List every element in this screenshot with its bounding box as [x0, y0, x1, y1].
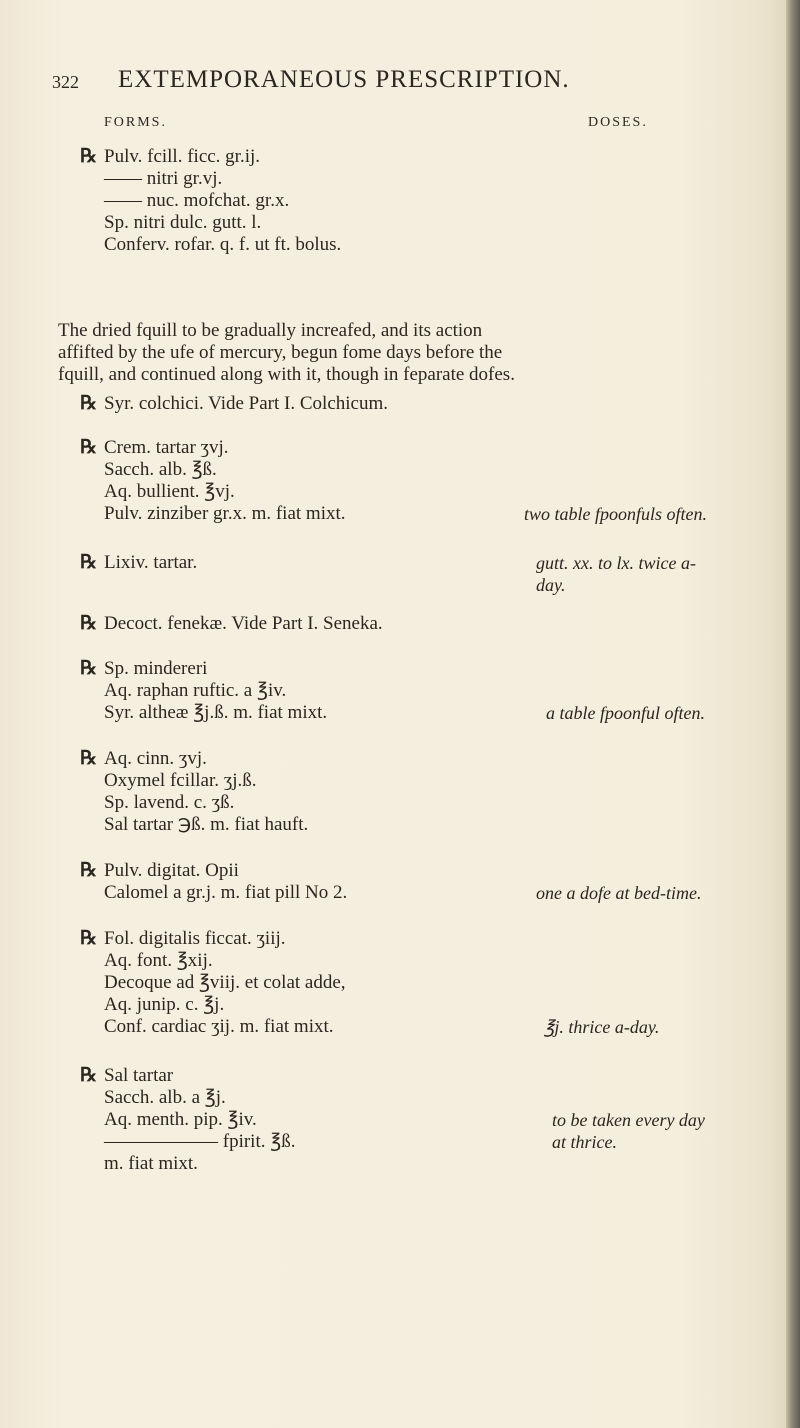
recipe-symbol: ℞: [80, 1065, 98, 1086]
dose-8: [536, 882, 701, 904]
rx-line: —————— fpirit. ℥ß.: [104, 1131, 296, 1152]
dose-10: [552, 1109, 705, 1153]
page-header: [0, 66, 800, 96]
rx-line: Calomel a gr.j. m. fiat pill No 2.: [104, 882, 348, 903]
paragraph-line: The dried fquill to be gradually increafed, and its action: [58, 320, 483, 341]
dose-line: to be taken every day: [552, 1110, 705, 1130]
rx-line: Sal tartar: [104, 1065, 174, 1086]
dose-line: a table fpoonful often.: [546, 703, 705, 723]
forms-column-heading: FORMS.: [104, 115, 167, 130]
dose-line: day.: [536, 575, 566, 595]
rx-line: Lixiv. tartar.: [104, 552, 198, 573]
recipe-symbol: ℞: [80, 860, 98, 881]
running-title: EXTEMPORANEOUS PRESCRIPTION.: [118, 66, 570, 93]
recipe-symbol: ℞: [80, 613, 98, 634]
rx-line: Sal tartar ℈ß. m. fiat hauft.: [104, 814, 309, 835]
rx-line: Pulv. zinziber gr.x. m. fiat mixt.: [104, 503, 346, 524]
rx-line: Conf. cardiac ʒij. m. fiat mixt.: [104, 1016, 334, 1037]
rx-line: Decoque ad ℥viij. et colat adde,: [104, 972, 346, 993]
recipe-symbol: ℞: [80, 658, 98, 679]
rx-line: Pulv. digitat. Opii: [104, 860, 239, 881]
recipe-symbol: ℞: [80, 748, 98, 769]
rx-line: Syr. colchici. Vide Part I. Colchicum.: [104, 393, 388, 414]
dose-9: [544, 1016, 659, 1038]
rx-line: Conferv. rofar. q. f. ut ft. bolus.: [104, 234, 342, 255]
page-number: 322: [52, 72, 79, 92]
rx-line: Sp. mindereri: [104, 658, 208, 679]
recipe-symbol: ℞: [80, 437, 98, 458]
recipe-symbol: ℞: [80, 928, 98, 949]
rx-line: Aq. menth. pip. ℥iv.: [104, 1109, 257, 1130]
rx-line: Crem. tartar ʒvj.: [104, 437, 229, 458]
rx-line: Sp. lavend. c. ʒß.: [104, 792, 235, 813]
rx-line: Sacch. alb. a ℥j.: [104, 1087, 226, 1108]
dose-line: one a dofe at bed-time.: [536, 883, 702, 903]
rx-line: Aq. junip. c. ℥j.: [104, 994, 225, 1015]
dose-line: gutt. xx. to lx. twice a-: [536, 553, 696, 573]
rx-line: —— nitri gr.vj.: [104, 168, 223, 189]
rx-line: Sp. nitri dulc. gutt. l.: [104, 212, 262, 233]
rx-line: Syr. altheæ ℥j.ß. m. fiat mixt.: [104, 702, 328, 723]
dose-line: two table fpoonfuls often.: [524, 504, 707, 524]
dose-line: at thrice.: [552, 1132, 617, 1152]
dose-6: [546, 702, 705, 724]
rx-line: Decoct. fenekæ. Vide Part I. Seneka.: [104, 613, 383, 634]
recipe-symbol: ℞: [80, 552, 98, 573]
rx-line: m. fiat mixt.: [104, 1153, 198, 1174]
recipe-symbol: ℞: [80, 393, 98, 414]
rx-line: Oxymel fcillar. ʒj.ß.: [104, 770, 257, 791]
rx-line: Aq. cinn. ʒvj.: [104, 748, 207, 769]
rx-line: Fol. digitalis ficcat. ʒiij.: [104, 928, 286, 949]
dose-3: [524, 503, 707, 525]
rx-line: Sacch. alb. ℥ß.: [104, 459, 217, 480]
note-paragraph: [58, 320, 773, 386]
page-edge: [786, 0, 800, 1428]
paragraph-line: affifted by the ufe of mercury, begun fome days before the: [58, 342, 503, 363]
rx-line: Aq. font. ℥xij.: [104, 950, 213, 971]
recipe-symbol: ℞: [80, 146, 98, 167]
doses-column-heading: DOSES.: [588, 115, 648, 130]
dose-4: [536, 552, 696, 596]
rx-line: —— nuc. mofchat. gr.x.: [104, 190, 290, 211]
paragraph-line: fquill, and continued along with it, though in feparate dofes.: [58, 364, 515, 385]
rx-line: Aq. bullient. ℥vj.: [104, 481, 235, 502]
rx-line: Pulv. fcill. ficc. gr.ij.: [104, 146, 261, 167]
rx-line: Aq. raphan ruftic. a ℥iv.: [104, 680, 287, 701]
dose-line: ℥j. thrice a-day.: [544, 1017, 660, 1037]
